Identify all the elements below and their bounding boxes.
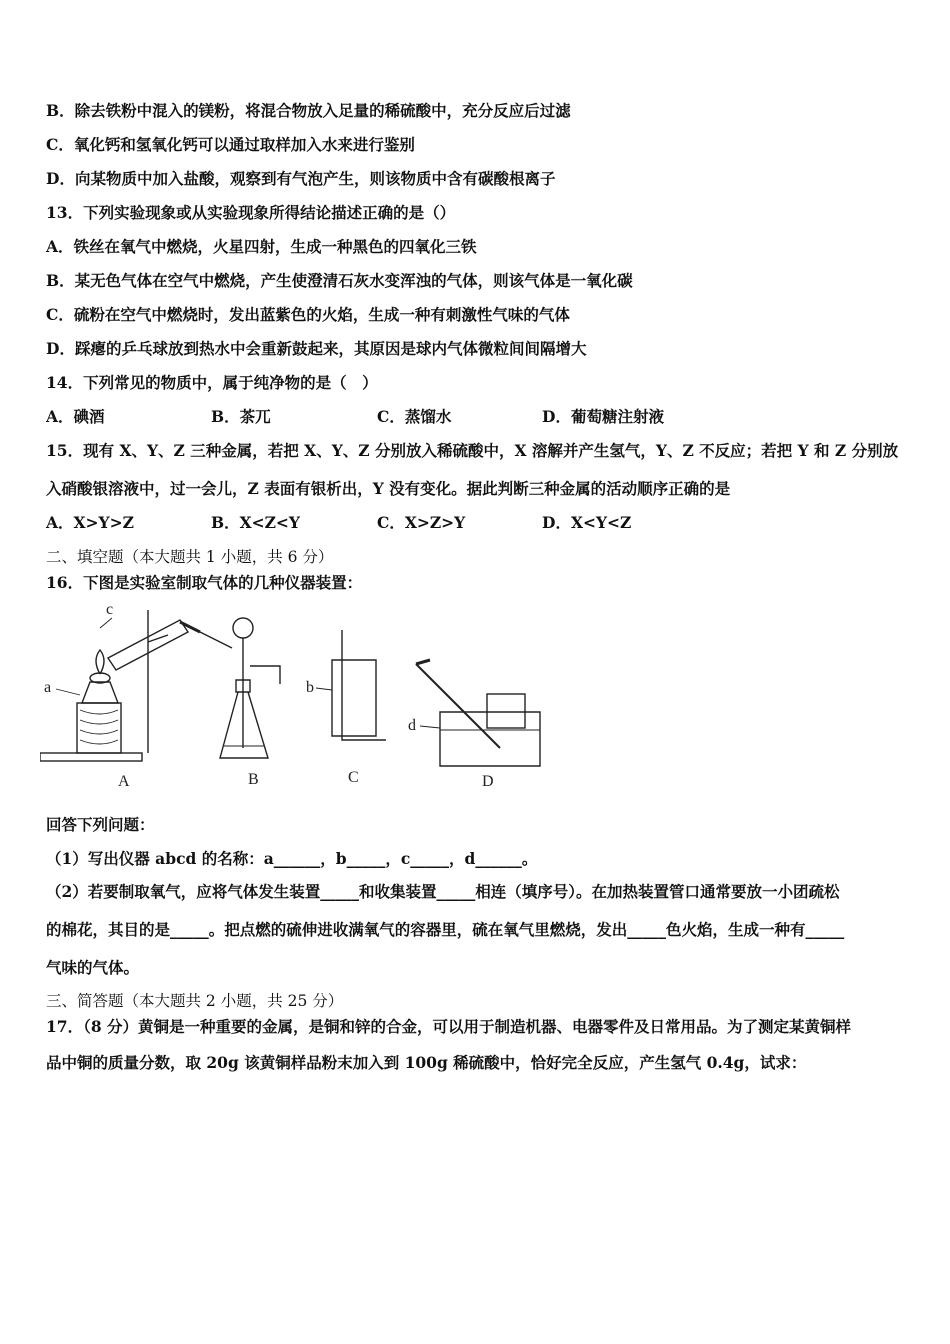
q17-line1: 17．（8 分）黄铜是一种重要的金属，是铜和锌的合金，可以用于制造机器、电器零件及日常用品。为了测定某黄铜样 xyxy=(46,1017,852,1036)
q16-stem: 16．下图是实验室制取气体的几种仪器装置： xyxy=(46,573,363,592)
q13-option-c: C．硫粉在空气中燃烧时，发出蓝紫色的火焰，生成一种有刺激性气味的气体 xyxy=(46,305,570,324)
apparatus-c xyxy=(316,630,386,740)
q15-option-c: C．X>Z>Y xyxy=(377,513,466,532)
lamp-flame xyxy=(96,650,104,674)
q14-option-a: A．碘酒 xyxy=(46,407,105,426)
q14-stem: 14．下列常见的物质中，属于纯净物的是（ ） xyxy=(46,373,378,392)
label-d: d xyxy=(408,717,416,734)
label-a-leader xyxy=(56,689,80,695)
apparatus-b xyxy=(220,618,280,758)
q15-line1: 15．现有 X、Y、Z 三种金属，若把 X、Y、Z 分别放入稀硫酸中，X 溶解并产生氢气，Y、Z 不反应；若把 Y 和 Z 分别放 xyxy=(46,441,899,460)
apparatus-d xyxy=(416,660,540,766)
q13-option-d: D．踩瘪的乒乓球放到热水中会重新鼓起来，其原因是球内气体微粒间间隔增大 xyxy=(46,339,587,358)
q15-option-a: A．X>Y>Z xyxy=(46,513,134,532)
q15-option-b: B．X<Z<Y xyxy=(211,513,300,532)
apparatus-a xyxy=(40,610,232,761)
conical-flask xyxy=(220,692,268,758)
q16-part2-line3: 气味的气体。 xyxy=(46,958,140,977)
apparatus-figure xyxy=(40,600,580,800)
label-a: a xyxy=(44,679,52,696)
q15-line2: 入硝酸银溶液中，过一会儿，Z 表面有银析出，Y 没有变化。据此判断三种金属的活动顺序正确的是 xyxy=(46,479,731,498)
wooden-block xyxy=(77,703,121,753)
label-b: b xyxy=(306,679,314,696)
section-3-heading: 三、简答题（本大题共 2 小题，共 25 分） xyxy=(46,992,344,1010)
caption-c: C xyxy=(348,769,359,786)
q12-option-b: B．除去铁粉中混入的镁粉，将混合物放入足量的稀硫酸中，充分反应后过滤 xyxy=(46,101,571,120)
delivery-pipe-c xyxy=(342,630,386,740)
delivery-pipe-a xyxy=(200,632,232,648)
rubber-stopper xyxy=(180,622,200,632)
caption-b: B xyxy=(248,771,259,788)
q12-option-d: D．向某物质中加入盐酸，观察到有气泡产生，则该物质中含有碳酸根离子 xyxy=(46,169,556,188)
q16-part2-line2: 的棉花，其目的是_____。把点燃的硫伸进收满氧气的容器里，硫在氧气里燃烧，发出_____色火焰，生成一种有_____ xyxy=(46,920,845,939)
q13-option-b: B．某无色气体在空气中燃烧，产生使澄清石灰水变浑浊的气体，则该气体是一氧化碳 xyxy=(46,271,633,290)
q16-part2-line1: （2）若要制取氧气，应将气体发生装置_____和收集装置_____相连（填序号）。在加热装置管口通常要放一小团疏松 xyxy=(46,882,840,901)
label-b-leader xyxy=(316,688,332,690)
q14-option-c: C．蒸馏水 xyxy=(377,407,452,426)
q17-line2: 品中铜的质量分数，取 20g 该黄铜样品粉末加入到 100g 稀硫酸中，恰好完全反应，产生氢气 0.4g，试求： xyxy=(46,1053,807,1072)
label-d-leader xyxy=(420,726,440,728)
apparatus-diagram xyxy=(40,600,580,800)
pipe-rubber-tip xyxy=(416,660,430,664)
q15-option-d: D．X<Y<Z xyxy=(542,513,632,532)
label-c-leader xyxy=(100,618,112,628)
stand-base xyxy=(40,753,142,761)
collection-bottle xyxy=(487,694,525,728)
caption-d: D xyxy=(482,773,494,790)
label-c: c xyxy=(106,601,114,618)
q13-option-a: A．铁丝在氧气中燃烧，火星四射，生成一种黑色的四氧化三铁 xyxy=(46,237,477,256)
caption-a: A xyxy=(118,773,130,790)
q14-option-d: D．葡萄糖注射液 xyxy=(542,407,664,426)
q14-option-b: B．茶兀 xyxy=(211,407,271,426)
separatory-funnel-bulb xyxy=(233,618,253,638)
alcohol-lamp xyxy=(82,682,118,703)
q13-stem: 13．下列实验现象或从实验现象所得结论描述正确的是（） xyxy=(46,203,456,222)
answer-intro: 回答下列问题： xyxy=(46,815,155,834)
section-2-heading: 二、填空题（本大题共 1 小题，共 6 分） xyxy=(46,548,334,566)
gas-bottle xyxy=(332,660,376,736)
q12-option-c: C．氧化钙和氢氧化钙可以通过取样加入水来进行鉴别 xyxy=(46,135,415,154)
q16-part1: （1）写出仪器 abcd 的名称：a______，b_____，c_____，d______。 xyxy=(46,849,538,868)
delivery-pipe-b xyxy=(250,666,280,684)
